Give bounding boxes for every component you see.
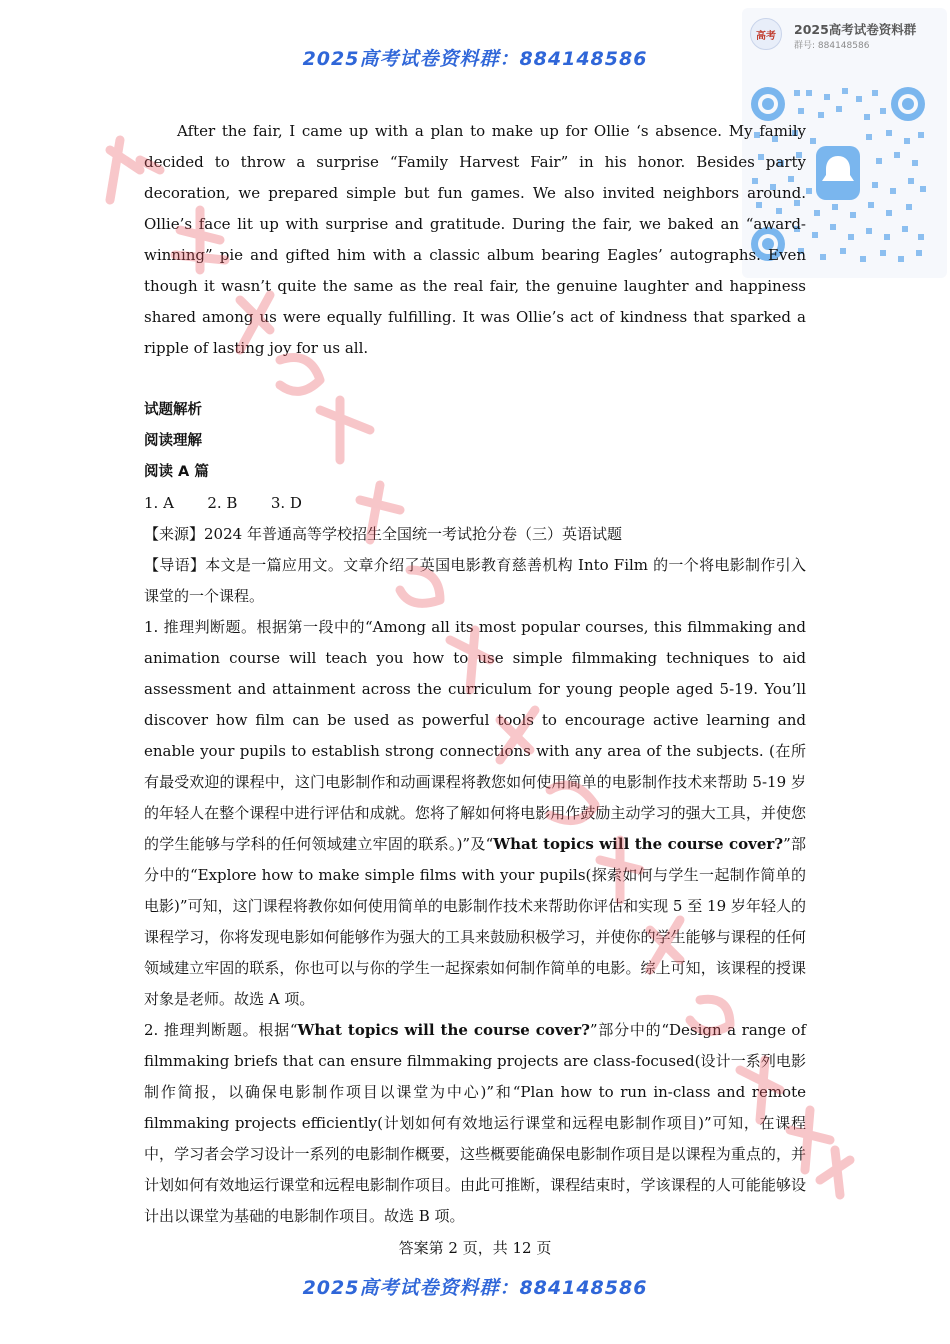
group-logo-icon: 高考 bbox=[750, 18, 782, 50]
qr-card-subtitle: 群号: 884148586 bbox=[794, 41, 870, 51]
passage-heading: 阅读 A 篇 bbox=[144, 464, 209, 480]
page-number: 答案第 2 页，共 12 页 bbox=[398, 1239, 552, 1257]
answer-key bbox=[144, 488, 806, 519]
question-1-explanation bbox=[144, 612, 806, 1015]
q2-bold: What topics will the course cover? bbox=[297, 1021, 590, 1039]
q1-text-b: ”部分中的“Explore how to make simple films with your pupils(探索如何与学生一起制作简单的电影)”可知，这门课程将教你如何使用简单的电影制作技术来帮助你评估和实现 5 至 19 岁年轻人的课程学习，你将发现电影如何能够作为强大的工具来鼓励积极学习，并使你的学生能够与课程的任何领域建立牢固的联系，你也可以与你的学生一起探索如何制作简单的电影。综上可知，该课程的授课对象是老师。故选 A 项。 bbox=[144, 835, 806, 1008]
source-line: 【来源】2024 年普通高等学校招生全国统一考试抢分卷（三）英语试题 bbox=[144, 525, 622, 543]
page-content bbox=[144, 116, 806, 1232]
essay-paragraph: After the fair, I came up with a plan to make up for Ollie ‘s absence. My family decided to throw a surprise “Family Harvest Fair” in his honor. Besides party decoration, we prepared simple but fun games. We also invited neighbors around. Ollie’s face lit up with surprise and gratitude. During the fair, we baked an “award-winning” pie and gifted him with a classic album bearing Eagles’ autographs. Even though it wasn’t quite the same as the real fair, the genuine laughter and happiness shared among us were equally fulfilling. It was Ollie’s act of kindness that sparked a ripple of lasting joy for us all. bbox=[144, 122, 806, 357]
q2-text-a: 2. 推理判断题。根据“ bbox=[144, 1021, 298, 1039]
q1-bold: What topics will the course cover? bbox=[493, 835, 784, 853]
q1-text-a: 1. 推理判断题。根据第一段中的“Among all its most popular courses, this filmmaking and animation course will teach you how to use simple filmmaking techniques to aid assessment and attainment across the curriculum for young people aged 5-19. You’ll discover how film can be used as powerful tools to encourage active learning and enable your pupils to establish strong connections with any area of the subjects. (在所有最受欢迎的课程中，这门电影制作和动画课程将教您如何使用简单的电影制作技术来帮助 5-19 岁的年轻人在整个课程中进行评估和成就。您将了解如何将电影用作鼓励主动学习的强大工具，并使您的学生能够与学科的任何领域建立牢固的联系。)”及“ bbox=[144, 618, 806, 853]
answer-3: 3. D bbox=[270, 494, 302, 512]
answer-2: 2. B bbox=[207, 494, 238, 512]
header-banner: 2025高考试卷资料群：884148586 bbox=[302, 48, 648, 70]
section-heading: 试题解析 bbox=[144, 402, 202, 418]
question-2-explanation bbox=[144, 1015, 806, 1232]
intro-line: 【导语】本文是一篇应用文。文章介绍了英国电影教育慈善机构 Into Film 的一个将电影制作引入课堂的一个课程。 bbox=[144, 556, 806, 605]
q2-text-b: ”部分中的“Design a range of filmmaking briefs that can ensure filmmaking projects are class-focused(设计一系列电影制作简报，以确保电影制作项目以课堂为中心)”和“Plan how to run in-class and remote filmmaking projects efficiently(计划如何有效地运行课堂和远程电影制作项目)”可知，在课程中，学习者会学习设计一系列的电影制作概要，这些概要能确保电影制作项目是以课程为重点的，并计划如何有效地运行课堂和远程电影制作项目。由此可推断，课程结束时，学该课程的人可能能够设计出以课堂为基础的电影制作项目。故选 B 项。 bbox=[144, 1021, 806, 1225]
subsection-heading: 阅读理解 bbox=[144, 433, 202, 449]
footer-banner: 2025高考试卷资料群：884148586 bbox=[302, 1277, 648, 1299]
qr-card-title: 2025高考试卷资料群 bbox=[794, 22, 917, 37]
answer-1: 1. A bbox=[144, 494, 174, 512]
